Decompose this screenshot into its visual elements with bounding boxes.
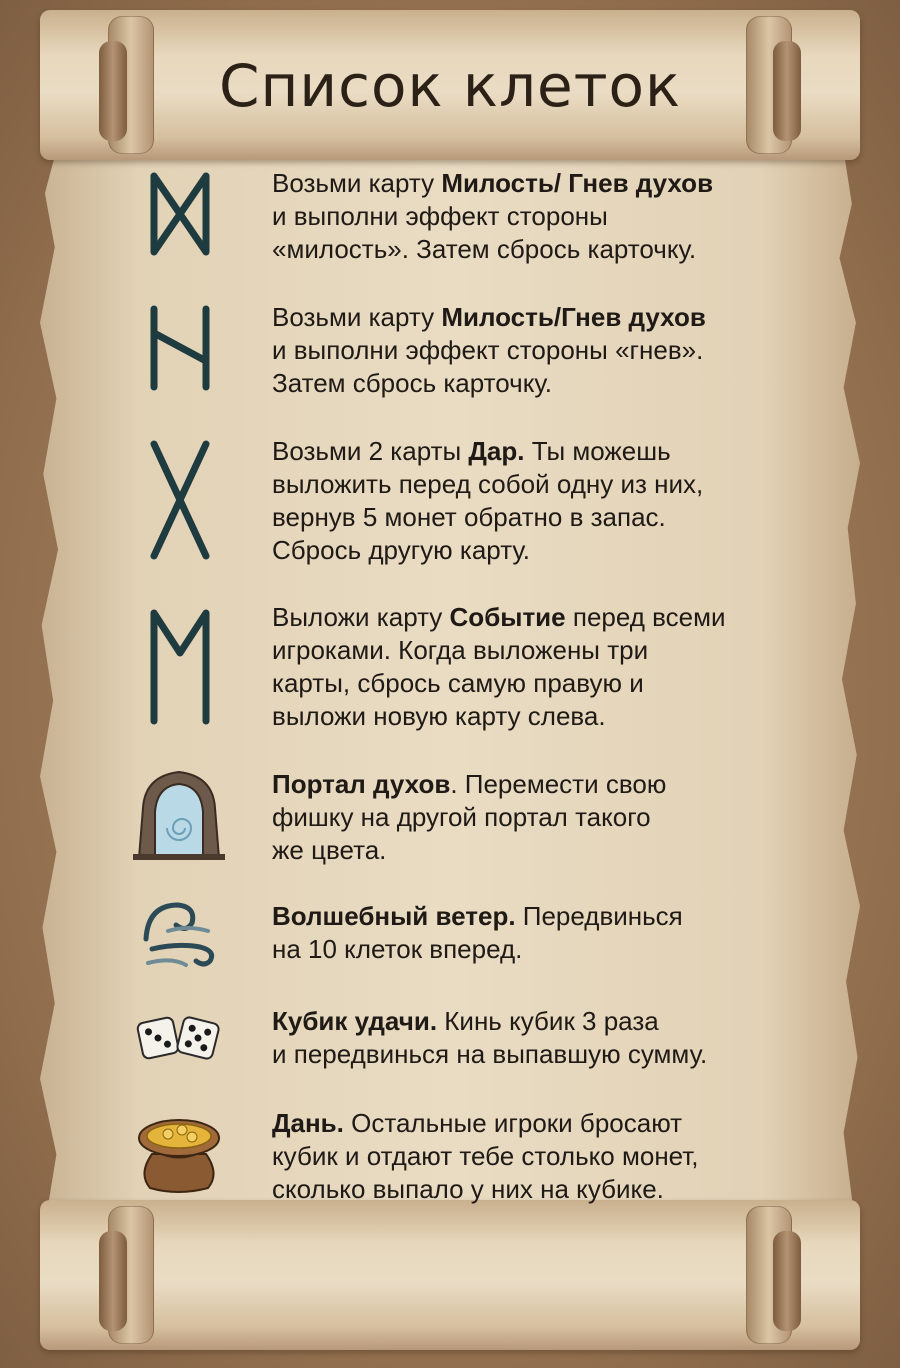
entry-line: «милость». Затем сбрось карточку. <box>272 234 697 264</box>
entry-line: Портал духов. Перемести свою <box>272 769 667 799</box>
entry-line: и выполни эффект стороны «гнев». <box>272 335 704 365</box>
list-item <box>272 301 832 400</box>
portal-icon <box>133 768 225 860</box>
entry-line: и выполни эффект стороны <box>272 201 608 231</box>
dice-icon <box>136 1012 222 1062</box>
page-title: Список клеток <box>218 52 682 120</box>
list-item <box>272 1107 832 1206</box>
entry-line: фишку на другой портал такого <box>272 802 651 832</box>
entry-line: сколько выпало у них на кубике. <box>272 1174 664 1204</box>
list-item <box>272 900 832 966</box>
entry-line: карты, сбрось самую правую и <box>272 668 644 698</box>
entry-line: вернув 5 монет обратно в запас. <box>272 502 666 532</box>
list-item <box>272 601 832 733</box>
entry-line: Возьми карту Милость/ Гнев духов <box>272 168 714 198</box>
scroll-roll-end-right <box>746 1206 792 1344</box>
rune-ehwaz-icon <box>140 605 220 727</box>
entry-line: Возьми карту Милость/Гнев духов <box>272 302 706 332</box>
entry-line: на 10 клеток вперед. <box>272 934 523 964</box>
entry-line: Выложи карту Событие перед всеми <box>272 602 726 632</box>
rune-dagaz-icon <box>140 168 220 258</box>
wind-icon <box>138 895 220 973</box>
entry-line: Сбрось другую карту. <box>272 535 531 565</box>
entry-line: и передвинься на выпавшую сумму. <box>272 1039 708 1069</box>
entry-line: игроками. Когда выложены три <box>272 635 649 665</box>
entry-line: кубик и отдают тебе столько монет, <box>272 1141 699 1171</box>
entry-line: выложи новую карту слева. <box>272 701 606 731</box>
rune-hagalaz-icon <box>140 303 220 393</box>
list-item <box>272 435 832 567</box>
entry-line: Дань. Остальные игроки бросают <box>272 1108 683 1138</box>
entry-line: выложить перед собой одну из них, <box>272 469 704 499</box>
entry-line: же цвета. <box>272 835 387 865</box>
entry-line: Возьми 2 карты Дар. Ты можешь <box>272 436 671 466</box>
list-item <box>272 167 832 266</box>
list-item <box>272 1005 832 1071</box>
scroll-roll-end-left <box>108 1206 154 1344</box>
entry-line: Кубик удачи. Кинь кубик 3 раза <box>272 1006 659 1036</box>
coin-bag-icon <box>132 1112 226 1194</box>
scroll-bottom-roll <box>40 1200 860 1350</box>
list-item <box>272 768 832 867</box>
entry-line: Волшебный ветер. Передвинься <box>272 901 683 931</box>
rune-gebo-icon <box>140 438 220 563</box>
entry-line: Затем сбрось карточку. <box>272 368 552 398</box>
